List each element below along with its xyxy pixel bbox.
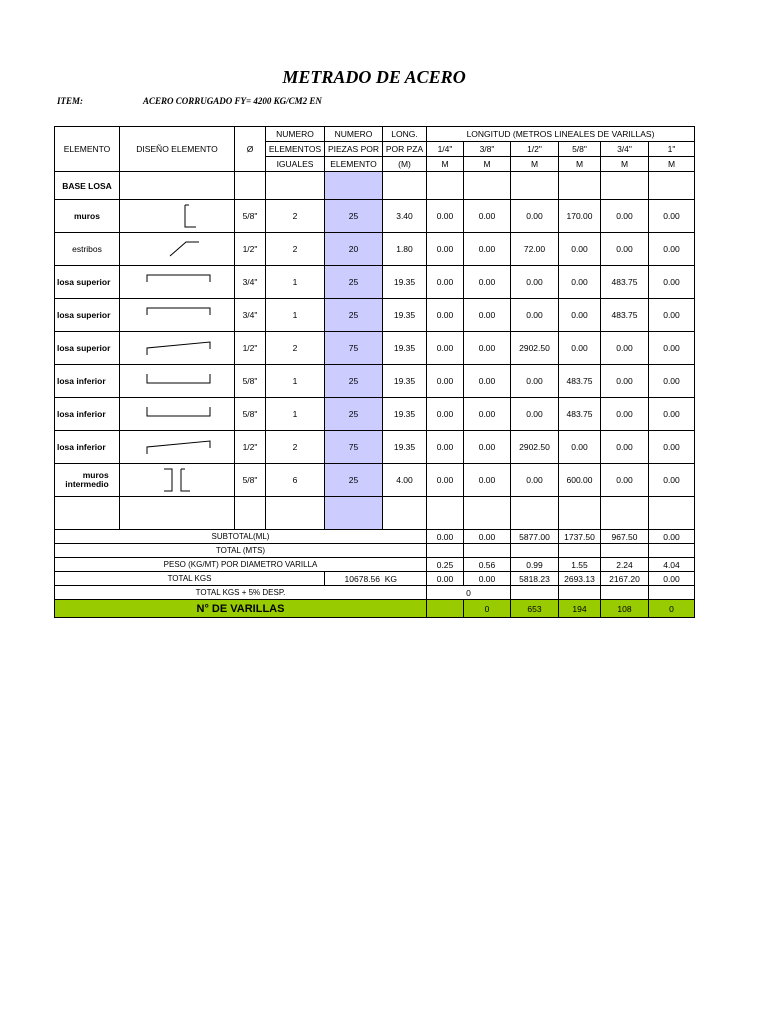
num-elementos: 1: [266, 398, 325, 431]
header-unit: M: [511, 157, 559, 172]
header-diseno: DISEÑO ELEMENTO: [120, 127, 235, 172]
table-row: [55, 431, 695, 464]
total-desp-label: TOTAL KGS + 5% DESP.: [55, 586, 427, 600]
subtotal-value: 1737.50: [559, 530, 601, 544]
len-5-8: 600.00: [559, 464, 601, 497]
peso-value: 4.04: [649, 558, 695, 572]
header-long-1: LONG.: [383, 127, 427, 142]
header-diam: Ø: [235, 127, 266, 172]
num-piezas: 25: [325, 365, 383, 398]
long-por-pza: 19.35: [383, 431, 427, 464]
steel-table: [54, 126, 695, 618]
varillas-value: 108: [601, 600, 649, 618]
peso-value: 0.25: [427, 558, 464, 572]
header-elemento: ELEMENTO: [55, 127, 120, 172]
len-1-4: 0.00: [427, 431, 464, 464]
total-kgs-row: [55, 572, 695, 586]
header-unit: M: [559, 157, 601, 172]
header-num-el-1: NUMERO: [266, 127, 325, 142]
num-piezas: 20: [325, 233, 383, 266]
long-por-pza: 19.35: [383, 365, 427, 398]
rebar-sketch: [120, 266, 235, 299]
header-longitud: LONGITUD (METROS LINEALES DE VARILLAS): [427, 127, 695, 142]
len-5-8: 0.00: [559, 431, 601, 464]
subtotal-value: 5877.00: [511, 530, 559, 544]
len-3-8: 0.00: [464, 233, 511, 266]
len-1: 0.00: [649, 365, 695, 398]
header-size: 3/4": [601, 142, 649, 157]
len-1-4: 0.00: [427, 266, 464, 299]
diameter: 5/8": [235, 398, 266, 431]
diameter: 5/8": [235, 200, 266, 233]
element-name: losa inferior: [55, 398, 120, 431]
header-num-pz-2: PIEZAS POR: [325, 142, 383, 157]
element-name: losa superior: [55, 299, 120, 332]
header-size: 1/2": [511, 142, 559, 157]
len-3-4: 0.00: [601, 431, 649, 464]
rebar-sketch: [120, 464, 235, 497]
num-elementos: 1: [266, 365, 325, 398]
len-5-8: 0.00: [559, 299, 601, 332]
total-kgs-diam-value: 0.00: [427, 572, 464, 586]
diameter: 1/2": [235, 332, 266, 365]
rebar-sketch: [120, 200, 235, 233]
rebar-sketch: [120, 299, 235, 332]
subtotal-row: [55, 530, 695, 544]
num-piezas: 25: [325, 299, 383, 332]
len-1-2: 0.00: [511, 299, 559, 332]
long-por-pza: 3.40: [383, 200, 427, 233]
long-por-pza: 19.35: [383, 266, 427, 299]
rebar-sketch: [120, 431, 235, 464]
peso-label: PESO (KG/MT) POR DIAMETRO VARILLA: [55, 558, 427, 572]
diameter: 3/4": [235, 266, 266, 299]
element-name-line1: muros: [82, 470, 109, 480]
len-1: 0.00: [649, 464, 695, 497]
header-num-pz-3: ELEMENTO: [325, 157, 383, 172]
total-kgs-label: TOTAL KGS: [55, 572, 325, 586]
len-3-4: 0.00: [601, 464, 649, 497]
peso-value: 0.56: [464, 558, 511, 572]
len-1-2: 2902.50: [511, 332, 559, 365]
len-1: 0.00: [649, 266, 695, 299]
long-por-pza: 1.80: [383, 233, 427, 266]
header-num-pz-1: NUMERO: [325, 127, 383, 142]
num-piezas: 25: [325, 200, 383, 233]
len-3-4: 0.00: [601, 200, 649, 233]
header-unit: M: [427, 157, 464, 172]
rebar-sketch: [120, 332, 235, 365]
len-5-8: 0.00: [559, 332, 601, 365]
header-unit: M: [464, 157, 511, 172]
long-por-pza: 19.35: [383, 332, 427, 365]
len-3-4: 0.00: [601, 365, 649, 398]
num-piezas: 25: [325, 266, 383, 299]
total-mts-label: TOTAL (MTS): [55, 544, 427, 558]
table-row: [55, 332, 695, 365]
len-1-4: 0.00: [427, 464, 464, 497]
len-3-8: 0.00: [464, 332, 511, 365]
len-3-8: 0.00: [464, 464, 511, 497]
varillas-value: 194: [559, 600, 601, 618]
len-1-2: 72.00: [511, 233, 559, 266]
empty-row: [55, 497, 695, 530]
len-1-2: 2902.50: [511, 431, 559, 464]
header-size: 5/8": [559, 142, 601, 157]
num-elementos: 1: [266, 266, 325, 299]
total-mts-row: [55, 544, 695, 558]
len-1-2: 0.00: [511, 365, 559, 398]
len-1-4: 0.00: [427, 365, 464, 398]
rebar-sketch: [120, 233, 235, 266]
len-1-2: 0.00: [511, 398, 559, 431]
len-3-4: 483.75: [601, 266, 649, 299]
long-por-pza: 4.00: [383, 464, 427, 497]
header-long-2: POR PZA: [383, 142, 427, 157]
element-name: muros: [55, 200, 120, 233]
len-1: 0.00: [649, 233, 695, 266]
element-name: estribos: [55, 233, 120, 266]
table-row: [55, 464, 695, 497]
header-size: 3/8": [464, 142, 511, 157]
long-por-pza: 19.35: [383, 398, 427, 431]
len-3-4: 0.00: [601, 398, 649, 431]
page-title: METRADO DE ACERO: [282, 67, 466, 87]
len-1-4: 0.00: [427, 233, 464, 266]
len-5-8: 483.75: [559, 365, 601, 398]
peso-value: 1.55: [559, 558, 601, 572]
len-3-8: 0.00: [464, 200, 511, 233]
len-3-4: 483.75: [601, 299, 649, 332]
diameter: 3/4": [235, 299, 266, 332]
header-num-el-2: ELEMENTOS: [266, 142, 325, 157]
element-name: [55, 464, 120, 497]
len-5-8: 0.00: [559, 233, 601, 266]
len-3-8: 0.00: [464, 431, 511, 464]
table-row: [55, 266, 695, 299]
len-3-8: 0.00: [464, 299, 511, 332]
num-elementos: 6: [266, 464, 325, 497]
element-name: losa superior: [55, 266, 120, 299]
len-1: 0.00: [649, 200, 695, 233]
num-elementos: 2: [266, 200, 325, 233]
header-size: 1": [649, 142, 695, 157]
total-kgs-diam-value: 5818.23: [511, 572, 559, 586]
num-elementos: 1: [266, 299, 325, 332]
len-1: 0.00: [649, 299, 695, 332]
total-kgs-value: 10678.56: [344, 573, 380, 584]
subtotal-label: SUBTOTAL(ML): [55, 530, 427, 544]
header-long-3: (M): [383, 157, 427, 172]
len-1-2: 0.00: [511, 464, 559, 497]
num-piezas: 75: [325, 431, 383, 464]
subtotal-value: 0.00: [464, 530, 511, 544]
table-row: [55, 299, 695, 332]
table-row: [55, 365, 695, 398]
total-desp-value: 0: [427, 586, 511, 600]
element-name: losa superior: [55, 332, 120, 365]
len-1: 0.00: [649, 398, 695, 431]
item-label: ITEM:: [57, 96, 84, 106]
total-kgs-cell: [325, 572, 427, 586]
rebar-sketch: [120, 398, 235, 431]
peso-value: 0.99: [511, 558, 559, 572]
len-5-8: 483.75: [559, 398, 601, 431]
long-por-pza: 19.35: [383, 299, 427, 332]
base-losa-label: BASE LOSA: [55, 172, 120, 200]
num-piezas: 25: [325, 464, 383, 497]
element-name-line2: intermedio: [65, 479, 109, 489]
num-piezas: 25: [325, 398, 383, 431]
len-1-4: 0.00: [427, 200, 464, 233]
num-elementos: 2: [266, 233, 325, 266]
total-kgs-diam-value: 0.00: [649, 572, 695, 586]
len-3-8: 0.00: [464, 398, 511, 431]
num-piezas: 75: [325, 332, 383, 365]
len-1-4: 0.00: [427, 299, 464, 332]
total-kgs-unit: KG: [384, 573, 397, 584]
len-1: 0.00: [649, 332, 695, 365]
varillas-value: 0: [464, 600, 511, 618]
header-unit: M: [601, 157, 649, 172]
num-elementos: 2: [266, 332, 325, 365]
len-1-2: 0.00: [511, 266, 559, 299]
diameter: 1/2": [235, 431, 266, 464]
table-row: [55, 398, 695, 431]
varillas-value: 653: [511, 600, 559, 618]
header-size: 1/4": [427, 142, 464, 157]
subtotal-value: 0.00: [427, 530, 464, 544]
subtotal-value: 0.00: [649, 530, 695, 544]
len-1: 0.00: [649, 431, 695, 464]
len-1-4: 0.00: [427, 398, 464, 431]
total-desp-row: [55, 586, 695, 600]
len-5-8: 170.00: [559, 200, 601, 233]
peso-row: [55, 558, 695, 572]
table-row: [55, 233, 695, 266]
header-unit: M: [649, 157, 695, 172]
diameter: 1/2": [235, 233, 266, 266]
varillas-label: N° DE VARILLAS: [55, 600, 427, 618]
len-3-8: 0.00: [464, 365, 511, 398]
num-elementos: 2: [266, 431, 325, 464]
len-3-4: 0.00: [601, 233, 649, 266]
varillas-row: [55, 600, 695, 618]
element-name: losa inferior: [55, 431, 120, 464]
table-row: [55, 200, 695, 233]
total-kgs-diam-value: 2693.13: [559, 572, 601, 586]
element-name: losa inferior: [55, 365, 120, 398]
len-5-8: 0.00: [559, 266, 601, 299]
len-1-2: 0.00: [511, 200, 559, 233]
subtotal-value: 967.50: [601, 530, 649, 544]
len-1-4: 0.00: [427, 332, 464, 365]
rebar-sketch: [120, 365, 235, 398]
total-kgs-diam-value: 0.00: [464, 572, 511, 586]
diameter: 5/8": [235, 365, 266, 398]
varillas-value: 0: [649, 600, 695, 618]
diameter: 5/8": [235, 464, 266, 497]
peso-value: 2.24: [601, 558, 649, 572]
len-3-8: 0.00: [464, 266, 511, 299]
item-value: ACERO CORRUGADO FY= 4200 KG/CM2 EN: [143, 96, 322, 106]
len-3-4: 0.00: [601, 332, 649, 365]
header-num-el-3: IGUALES: [266, 157, 325, 172]
total-kgs-diam-value: 2167.20: [601, 572, 649, 586]
